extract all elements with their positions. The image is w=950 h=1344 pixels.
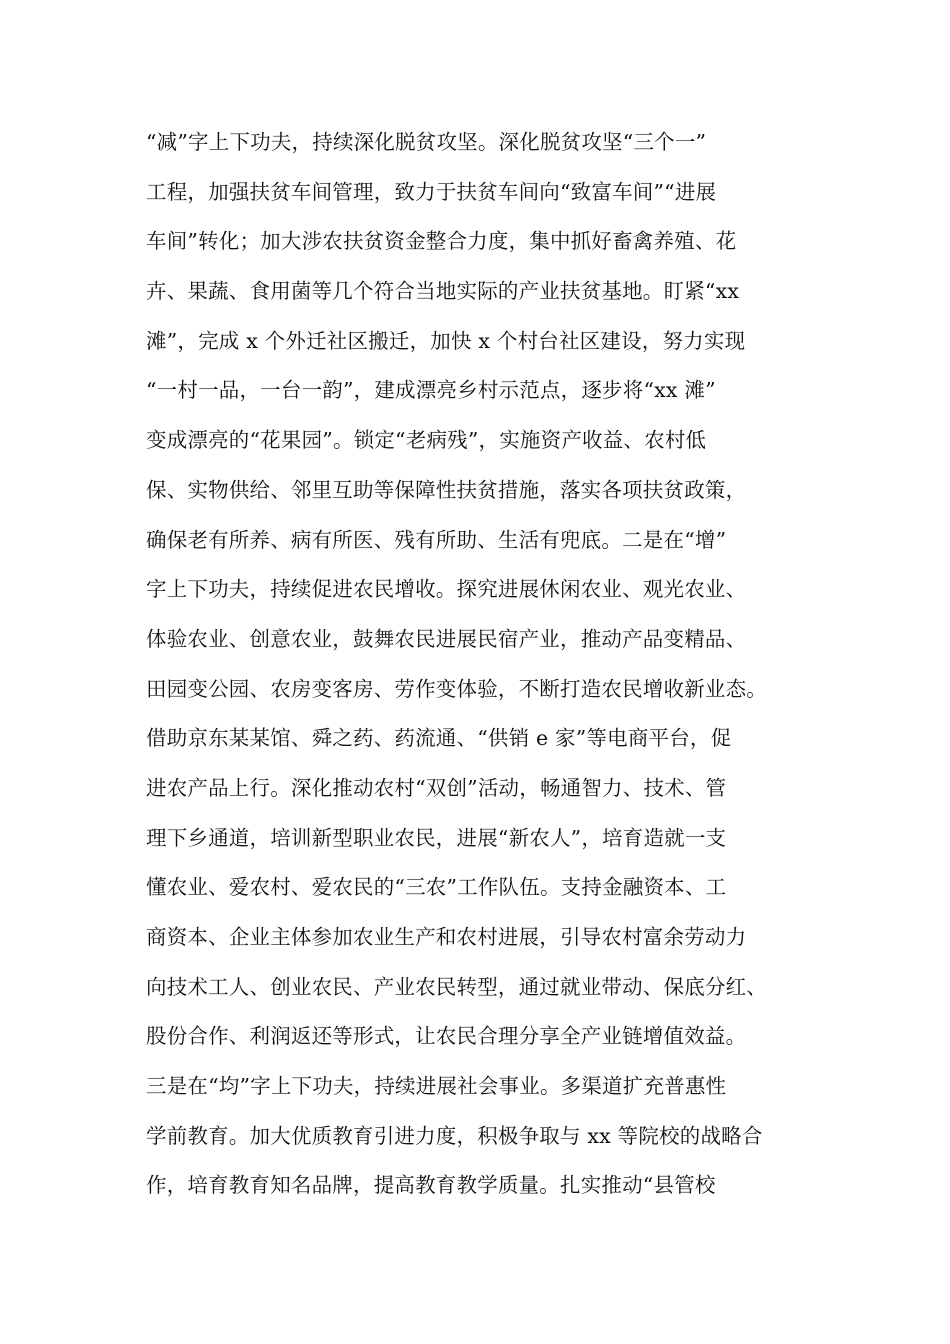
text-line: 变成漂亮的“花果园”。锁定“老病残”，实施资产收益、农村低 <box>146 428 707 453</box>
text-line: 理下乡通道，培训新型职业农民，进展“新农人”，培育造就一支 <box>146 825 727 850</box>
text-line: 股份合作、利润返还等形式，让农民合理分享全产业链增值效益。 <box>146 1024 747 1049</box>
text-line: 确保老有所养、病有所医、残有所助、生活有兜底。二是在“增” <box>146 527 727 552</box>
text-line: 商资本、企业主体参加农业生产和农村进展，引导农村富余劳动力 <box>146 925 747 949</box>
text-line: 卉、果蔬、食用菌等几个符合当地实际的产业扶贫基地。盯紧“xx <box>146 279 740 304</box>
text-line: 进农产品上行。深化推动农村“双创”活动，畅通智力、技术、管 <box>146 775 727 800</box>
text-line: 字上下功夫，持续促进农民增收。探究进展休闲农业、观光农业、 <box>146 577 747 602</box>
text-line: 滩”，完成 x 个外迁社区搬迁，加快 x 个村台社区建设，努力实现 <box>146 328 746 353</box>
text-line: 向技术工人、创业农民、产业农民转型，通过就业带动、保底分红、 <box>146 974 767 999</box>
text-line: 学前教育。加大优质教育引进力度，积极争取与 xx 等院校的战略合 <box>146 1123 763 1148</box>
text-line: 车间”转化；加大涉农扶贫资金整合力度，集中抓好畜禽养殖、花 <box>146 229 737 254</box>
body-paragraph <box>146 130 836 1223</box>
text-line: 工程，加强扶贫车间管理，致力于扶贫车间向“致富车间”“进展 <box>146 179 717 204</box>
text-line: 体验农业、创意农业，鼓舞农民进展民宿产业，推动产品变精品、 <box>146 626 747 651</box>
text-line: “一村一品，一台一韵”，建成漂亮乡村示范点，逐步将“xx 滩” <box>146 378 716 403</box>
text-line: 保、实物供给、邻里互助等保障性扶贫措施，落实各项扶贫政策， <box>146 477 747 502</box>
text-line: 懂农业、爱农村、爱农民的“三农”工作队伍。支持金融资本、工 <box>146 875 727 900</box>
text-line: 作，培育教育知名品牌，提高教育教学质量。扎实推动“县管校 <box>146 1173 716 1198</box>
text-line: 借助京东某某馆、舜之药、药流通、“供销 e 家”等电商平台，促 <box>146 726 732 751</box>
text-line: “减”字上下功夫，持续深化脱贫攻坚。深化脱贫攻坚“三个一” <box>146 130 707 154</box>
text-line: 三是在“均”字上下功夫，持续进展社会事业。多渠道扩充普惠性 <box>146 1074 727 1099</box>
text-line: 田园变公园、农房变客房、劳作变体验，不断打造农民增收新业态。 <box>146 676 767 701</box>
